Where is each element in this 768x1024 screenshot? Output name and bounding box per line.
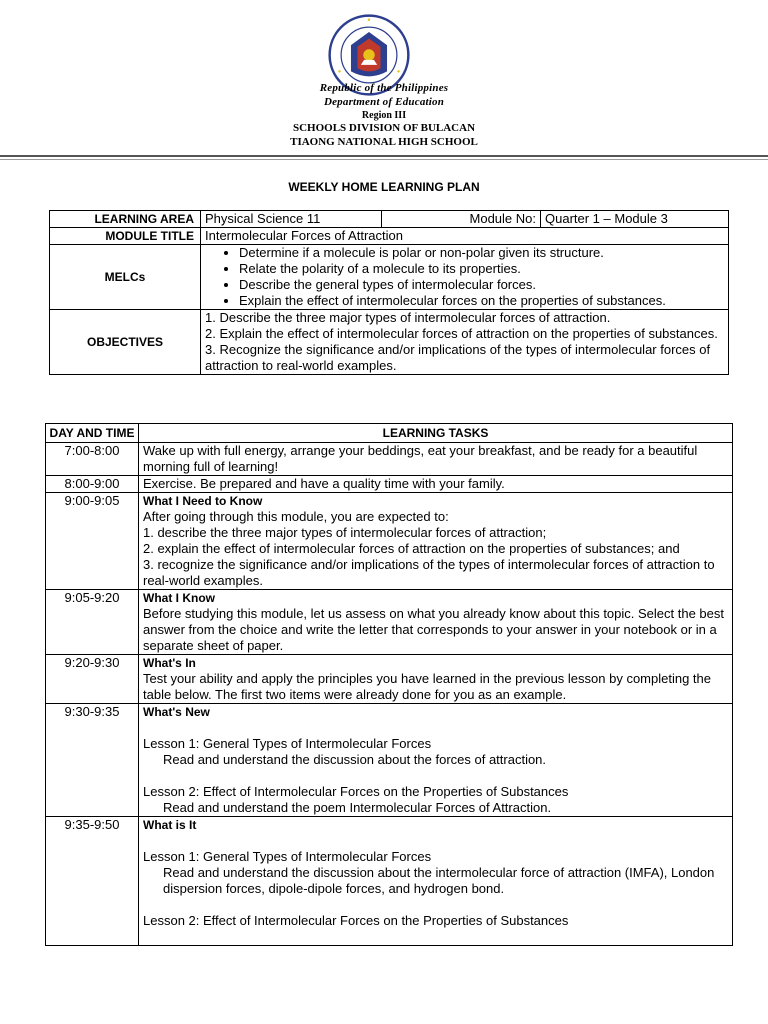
table-row: [46, 590, 733, 655]
lesson-detail: Read and understand the discussion about the forces of attraction.: [163, 752, 547, 767]
task-title: What I Know: [143, 591, 215, 605]
header-department: Department of Education: [323, 96, 445, 108]
objective-item: 1. Describe the three major types of intermolecular forces of attraction.: [205, 310, 611, 325]
task-line: 2. explain the effect of intermolecular forces of attraction on the properties of substances; and: [143, 541, 680, 556]
module-title-label: MODULE TITLE: [50, 228, 201, 245]
header-division: SCHOOLS DIVISION OF BULACAN: [292, 122, 476, 134]
header-divider-thin: [0, 159, 768, 160]
time-cell: 9:30-9:35: [46, 704, 139, 817]
header-region: Region III: [361, 110, 407, 121]
time-cell: 9:35-9:50: [46, 817, 139, 946]
task-cell: [139, 590, 733, 655]
time-cell: 9:20-9:30: [46, 655, 139, 704]
lesson-detail: Read and understand the discussion about the intermolecular force of attraction (IMFA), London dispersion forces, dipole-dipole forces, and hydrogen bond.: [163, 865, 715, 896]
lesson-name: Lesson 1: General Types of Intermolecular Forces: [143, 849, 432, 864]
melcs-label: MELCs: [50, 245, 201, 310]
day-time-header: DAY AND TIME: [46, 424, 139, 443]
time-cell: 9:00-9:05: [46, 493, 139, 590]
task-line: Before studying this module, let us assess on what you already know about this topic. Select the best answer from the choice and write the letter that corresponds to your answer in your notebook or in a separate sheet of paper.: [143, 606, 724, 653]
melc-item: • Relate the polarity of a molecule to its properties.: [239, 261, 724, 277]
task-cell: [139, 817, 733, 946]
task-cell: [139, 704, 733, 817]
module-info-table: [49, 210, 729, 375]
task-title: What's New: [143, 705, 210, 719]
task-line: After going through this module, you are expected to:: [143, 509, 449, 524]
melc-item: • Explain the effect of intermolecular forces on the properties of substances.: [239, 293, 724, 309]
table-row: [46, 493, 733, 590]
header-divider: [0, 155, 768, 157]
task-text: Wake up with full energy, arrange your beddings, eat your breakfast, and be ready for a beautiful morning full of learning!: [139, 443, 733, 476]
lesson-name: Lesson 1: General Types of Intermolecular Forces: [143, 736, 432, 751]
learning-area-value: Physical Science 11: [201, 211, 382, 228]
objectives-cell: [201, 310, 729, 375]
task-title: What's In: [143, 656, 196, 670]
time-cell: 7:00-8:00: [46, 443, 139, 476]
learning-tasks-table: [45, 423, 733, 946]
objective-item: 3. Recognize the significance and/or implications of the types of intermolecular forces of attraction to real-world examples.: [205, 342, 711, 373]
melc-item: • Determine if a molecule is polar or non-polar given its structure.: [239, 245, 724, 261]
melcs-list: [205, 245, 724, 309]
task-line: 1. describe the three major types of intermolecular forces of attraction;: [143, 525, 547, 540]
task-cell: [139, 655, 733, 704]
learning-area-label: LEARNING AREA: [50, 211, 201, 228]
melc-item: • Describe the general types of intermolecular forces.: [239, 277, 724, 293]
module-no-value: Quarter 1 – Module 3: [541, 211, 729, 228]
table-row: [46, 655, 733, 704]
task-text: Exercise. Be prepared and have a quality time with your family.: [139, 476, 733, 493]
objectives-label: OBJECTIVES: [50, 310, 201, 375]
task-cell: [139, 493, 733, 590]
table-row: [46, 476, 733, 493]
learning-tasks-header: LEARNING TASKS: [139, 424, 733, 443]
objective-item: 2. Explain the effect of intermolecular forces of attraction on the properties of substances.: [205, 326, 718, 341]
task-title: What is It: [143, 818, 197, 832]
table-row: [46, 817, 733, 946]
time-cell: 9:05-9:20: [46, 590, 139, 655]
module-title-value: Intermolecular Forces of Attraction: [201, 228, 729, 245]
header-school: TIAONG NATIONAL HIGH SCHOOL: [290, 136, 478, 148]
lesson-name: Lesson 2: Effect of Intermolecular Forces on the Properties of Substances: [143, 784, 569, 799]
lesson-detail: Read and understand the poem Intermolecular Forces of Attraction.: [163, 800, 552, 815]
plan-title: WEEKLY HOME LEARNING PLAN: [288, 180, 480, 194]
time-cell: 8:00-9:00: [46, 476, 139, 493]
lesson-name: Lesson 2: Effect of Intermolecular Forces on the Properties of Substances: [143, 913, 569, 928]
task-line: 3. recognize the significance and/or implications of the types of intermolecular forces of attraction to real-world examples.: [143, 557, 715, 588]
module-no-label: Module No:: [382, 211, 541, 228]
task-title: What I Need to Know: [143, 494, 263, 508]
melcs-cell: [201, 245, 729, 310]
header-republic: Republic of the Philippines: [319, 82, 449, 94]
table-row: [46, 443, 733, 476]
task-line: Test your ability and apply the principles you have learned in the previous lesson by completing the table below. The first two items were already done for you as an example.: [143, 671, 712, 702]
table-row: [46, 704, 733, 817]
